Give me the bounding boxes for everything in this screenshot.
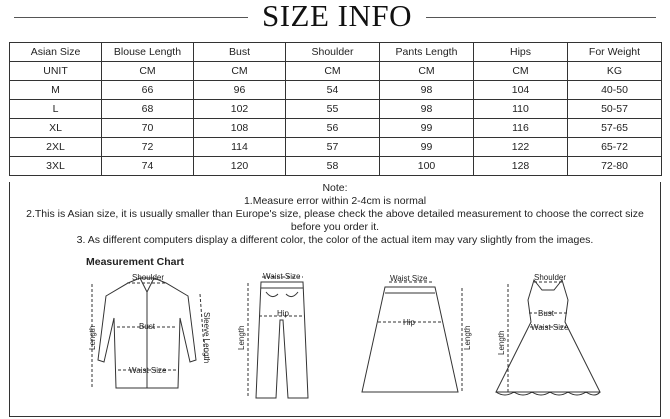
- note-line-2a: 2.This is Asian size, it is usually smaller than Europe's size, please check the above detailed measurement to choose the correct size: [26, 208, 644, 220]
- table-cell: CM: [286, 62, 380, 81]
- note-heading: Note:: [322, 182, 348, 194]
- table-cell: 54: [286, 81, 380, 100]
- table-cell: CM: [102, 62, 194, 81]
- table-cell: CM: [194, 62, 286, 81]
- table-cell: 40-50: [568, 81, 662, 100]
- table-cell: 108: [194, 119, 286, 138]
- table-cell: 57: [286, 138, 380, 157]
- pants-hip-label: Hip: [277, 309, 290, 318]
- shirt-length-label: Length: [88, 325, 97, 350]
- table-cell: 65-72: [568, 138, 662, 157]
- table-cell: 2XL: [10, 138, 102, 157]
- table-cell: 99: [380, 138, 474, 157]
- pants-figure: [248, 277, 308, 398]
- dress-shoulder-label: Shoulder: [534, 273, 567, 282]
- table-cell: 57-65: [568, 119, 662, 138]
- table-cell: CM: [380, 62, 474, 81]
- shirt-bust-label: Bust: [139, 322, 156, 331]
- table-cell: 96: [194, 81, 286, 100]
- table-cell: 68: [102, 100, 194, 119]
- table-cell: 110: [474, 100, 568, 119]
- table-cell: 72: [102, 138, 194, 157]
- table-cell: L: [10, 100, 102, 119]
- pants-length-label: Length: [237, 325, 246, 350]
- table-cell: 98: [380, 100, 474, 119]
- skirt-length-label: Length: [463, 325, 472, 350]
- shirt-waist-label: Waist Size: [129, 366, 167, 375]
- pants-waist-label: Waist Size: [263, 272, 301, 281]
- dress-figure: [496, 280, 600, 395]
- shirt-shoulder-label: Shoulder: [132, 273, 165, 282]
- table-cell: 55: [286, 100, 380, 119]
- table-cell: Pants Length: [380, 43, 474, 62]
- table-cell: 104: [474, 81, 568, 100]
- dress-bust-label: Bust: [538, 309, 555, 318]
- skirt-hip-label: Hip: [403, 318, 416, 327]
- table-cell: Hips: [474, 43, 568, 62]
- table-cell: 66: [102, 81, 194, 100]
- dress-waist-label: Waist Size: [531, 323, 569, 332]
- note-line-3: 3. As different computers display a different color, the color of the actual item may vary slightly from the images.: [76, 234, 594, 246]
- table-cell: 114: [194, 138, 286, 157]
- table-cell: M: [10, 81, 102, 100]
- table-cell: 116: [474, 119, 568, 138]
- table-cell: 3XL: [10, 157, 102, 176]
- table-cell: Shoulder: [286, 43, 380, 62]
- table-cell: KG: [568, 62, 662, 81]
- skirt-waist-label: Waist Size: [390, 274, 428, 283]
- note-line-2b: before you order it.: [290, 221, 380, 233]
- page-title: SIZE INFO: [261, 0, 413, 33]
- table-cell: XL: [10, 119, 102, 138]
- table-cell: Blouse Length: [102, 43, 194, 62]
- measurement-chart-title: Measurement Chart: [86, 256, 185, 268]
- table-cell: Asian Size: [10, 43, 102, 62]
- table-cell: 99: [380, 119, 474, 138]
- shirt-sleeve-label: Sleeve Length: [202, 312, 211, 364]
- table-cell: 102: [194, 100, 286, 119]
- note-line-1: 1.Measure error within 2-4cm is normal: [243, 195, 427, 207]
- table-cell: 56: [286, 119, 380, 138]
- table-cell: 58: [286, 157, 380, 176]
- table-cell: 100: [380, 157, 474, 176]
- table-cell: 70: [102, 119, 194, 138]
- table-cell: 128: [474, 157, 568, 176]
- table-cell: Bust: [194, 43, 286, 62]
- table-cell: 72-80: [568, 157, 662, 176]
- table-cell: For Weight: [568, 43, 662, 62]
- table-cell: 122: [474, 138, 568, 157]
- table-cell: CM: [474, 62, 568, 81]
- table-cell: 74: [102, 157, 194, 176]
- dress-length-label: Length: [497, 330, 506, 355]
- table-cell: 120: [194, 157, 286, 176]
- table-cell: 50-57: [568, 100, 662, 119]
- table-cell: UNIT: [10, 62, 102, 81]
- skirt-figure: [362, 282, 462, 392]
- table-cell: 98: [380, 81, 474, 100]
